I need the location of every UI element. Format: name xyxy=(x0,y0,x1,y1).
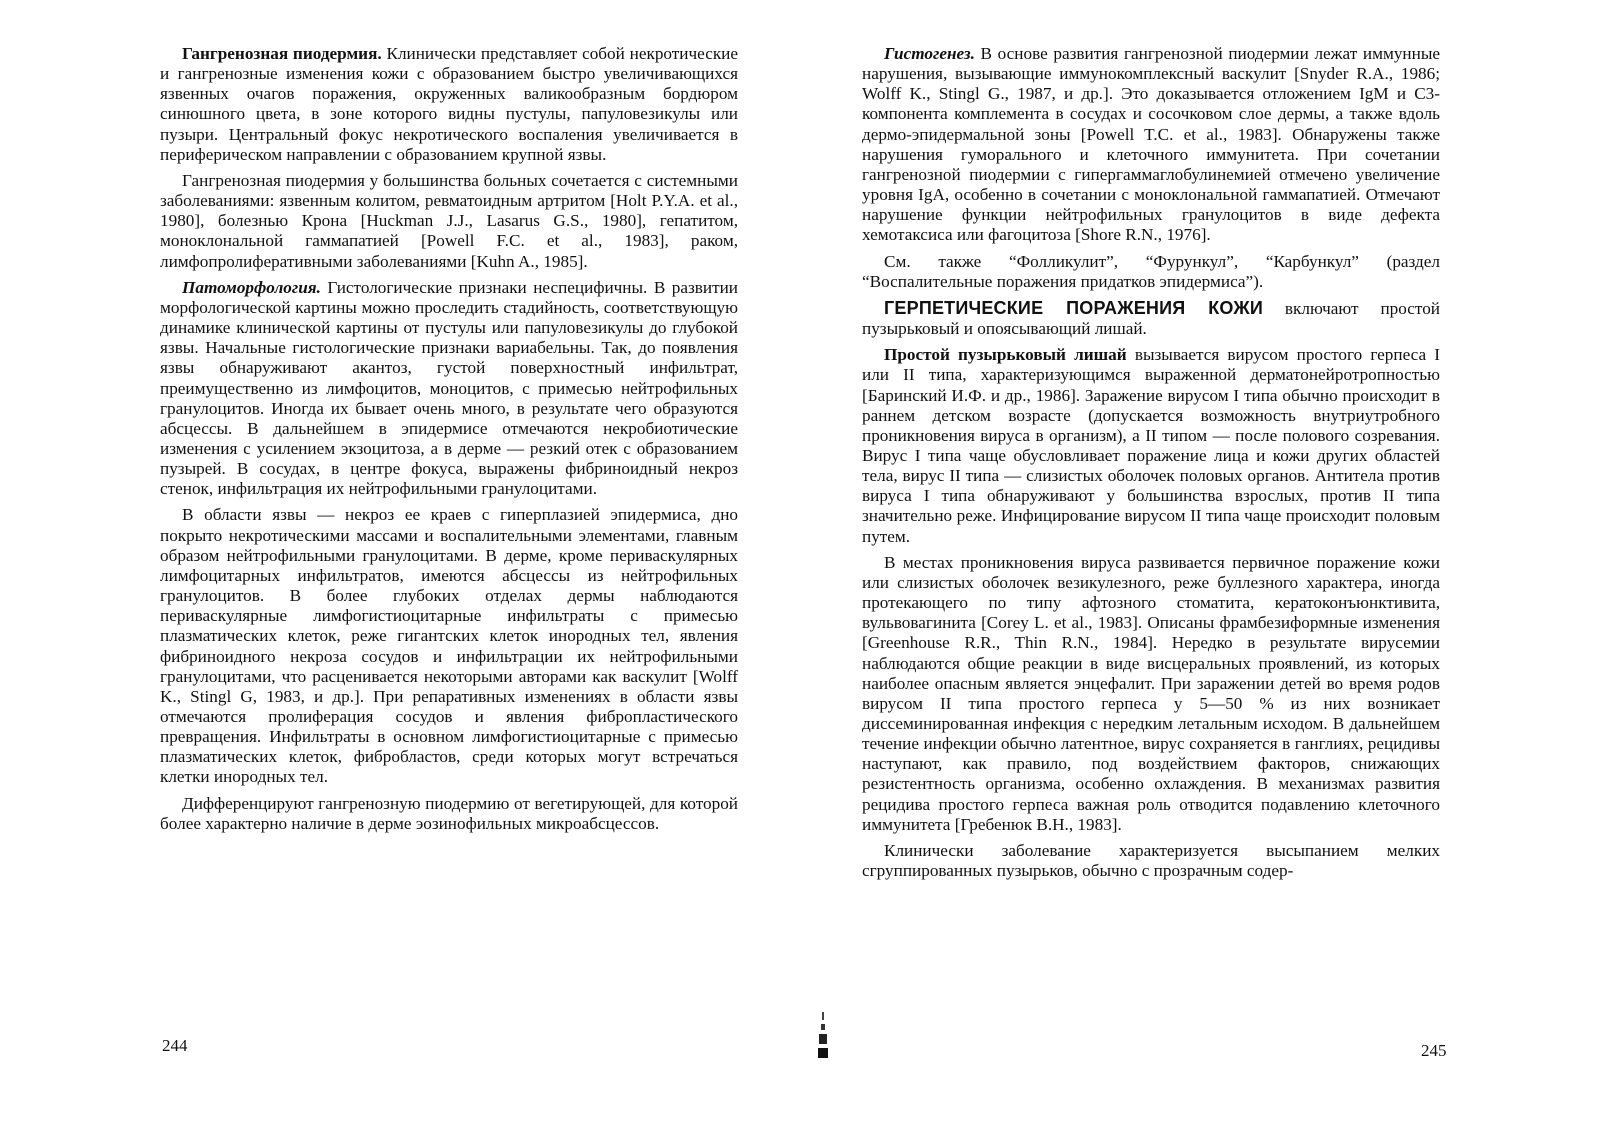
paragraph: Дифференцируют гангренозную пиодермию от вегетирующей, для которой более характерно наличие в дерме эозинофильных микроабсцессов. xyxy=(160,793,738,833)
paragraph-text: Клинически представляет собой некротические и гангренозные изменения кожи с образованием быстро увеличивающихся язвенных очагов поражения, окруженных валикообразным бордюром синюшного цвета, в зоне которого видны пустулы, папуловезикулы или пузыри. Центральный фокус некротического воспаления увеличивается в периферическом направлении с образованием крупной язвы. xyxy=(160,44,739,164)
left-page-text xyxy=(160,44,738,840)
binding-mark-icon xyxy=(815,1012,831,1060)
paragraph xyxy=(862,298,1440,339)
page-number-left: 244 xyxy=(162,1036,188,1055)
paragraph-text: включают простой пузырьковый и опоясывающий лишай. xyxy=(862,298,1440,339)
paragraph xyxy=(862,345,1440,547)
section-heading: ГЕРПЕТИЧЕСКИЕ ПОРАЖЕНИЯ КОЖИ xyxy=(884,297,1263,318)
paragraph-heading: Простой пузырьковый лишай xyxy=(884,345,1127,365)
paragraph: Гангренозная пиодермия у большинства больных сочетается с системными заболеваниями: язвенным колитом, ревматоидным артритом [Holt P.Y.A. et al., 1980], болезнью Крона [Huckman J.J., Lasarus G.S., 1980], гепатитом, моноклональной гаммапатией [Powell F.C. et al., 1983], раком, лимфопролиферативными заболеваниями [Kuhn A., 1985]. xyxy=(160,170,738,271)
paragraph-heading: Гистогенез. xyxy=(884,44,975,63)
paragraph-text: вызывается вирусом простого герпеса I или II типа, характеризующимся выраженной дерматонейротропностью [Баринский И.Ф. и др., 1986]. Заражение вирусом I типа обычно происходит в раннем детском возрасте (допускается возможность внутриутробного проникновения вируса в организм), а II типом — после полового созревания. Вирус I типа чаще обусловливает поражение лица и кожи других областей тела, вирус II типа — слизистых оболочек половых органов. Антитела против вируса I типа обнаруживают у большинства взрослых, против II типа значительно реже. Инфицирование вирусом II типа чаще происходит половым путем. xyxy=(862,345,1440,546)
paragraph-heading: Гангренозная пиодермия. xyxy=(182,44,382,63)
page-number-right: 245 xyxy=(1421,1041,1447,1060)
paragraph xyxy=(160,44,738,165)
paragraph: В местах проникновения вируса развивается первичное поражение кожи или слизистых оболочек везикулезного, реже буллезного характера, иногда протекающего по типу афтозного стоматита, кератоконъюнктивита, вульвовагинита [Corey L. et al., 1983]. Описаны фрамбезиформные изменения [Greenhouse R.R., Thin R.N., 1984]. Нередко в результате вирусемии наблюдаются общие реакции в виде висцеральных проявлений, из которых наиболее опасным является энцефалит. При заражении детей во время родов вирусом II типа простого герпеса у 5—50 % из них возникает диссеминированная инфекция с нередким летальным исходом. В дальнейшем течение инфекции обычно латентное, вирус сохраняется в ганглиях, рецидивы наступают, как правило, под воздействием факторов, снижающих резистентность организма, особенно охлаждения. В механизмах развития рецидива простого герпеса важная роль отводится подавлению клеточного иммунитета [Гребенюк В.Н., 1983]. xyxy=(862,552,1440,834)
paragraph: Клинически заболевание характеризуется высыпанием мелких сгруппированных пузырьков, обычно с прозрачным содер- xyxy=(862,840,1440,881)
paragraph xyxy=(160,278,738,500)
paragraph-heading: Патоморфология. xyxy=(182,277,321,297)
right-page-text xyxy=(862,44,1440,887)
paragraph: См. также “Фолликулит”, “Фурункул”, “Карбункул” (раздел “Воспалительные поражения придатков эпидермиса”). xyxy=(862,251,1440,291)
paragraph: В области язвы — некроз ее краев с гиперплазией эпидермиса, дно покрыто некротическими массами и воспалительными элементами, главным образом нейтрофильными гранулоцитами. В дерме, кроме периваскулярных лимфоцитарных инфильтратов, имеются абсцессы из нейтрофильных гранулоцитов. В более глубоких отделах дермы наблюдаются периваскулярные лимфогистиоцитарные инфильтраты с примесью плазматических клеток, реже гигантских клеток инородных тел, явления фибриноидного некроза сосудов и инфильтрации их нейтрофильными гранулоцитами, что расценивается некоторыми авторами как васкулит [Wolff K., Stingl G, 1983, и др.]. При репаративных изменениях в области язвы отмечаются пролиферация сосудов и явления фибропластического превращения. Инфильтраты в основном лимфогистиоцитарные с примесью плазматических клеток, фибробластов, среди которых могут встречаться клетки инородных тел. xyxy=(160,505,738,787)
paragraph-text: В основе развития гангренозной пиодермии лежат иммунные нарушения, вызывающие иммунокомплексный васкулит [Snyder R.A., 1986; Wolff K., Stingl G., 1987, и др.]. Это доказывается отложением IgM и C3-компонента комплемента в сосудах и сосочковом слое дермы, а также вдоль дермо-эпидермальной зоны [Powell T.C. et al., 1983]. Обнаружены также нарушения гуморального и клеточного иммунитета. При сочетании гангренозной пиодермии с гипергаммаглобулинемией отмечено увеличение уровня IgA, особенно в сочетании с моноклональной гаммапатией. Отмечают нарушение функции нейтрофильных гранулоцитов в виде дефекта хемотаксиса или фагоцитоза [Shore R.N., 1976]. xyxy=(862,44,1440,245)
paragraph-text: Гистологические признаки неспецифичны. В развитии морфологической картины можно проследить стадийность, соответствующую динамике клинической картины от пустулы или папуловезикулы до глубокой язвы. Начальные гистологические признаки вариабельны. Так, до появления язвы обнаруживают акантоз, густой поверхностный инфильтрат, преимущественно из лимфоцитов, моноцитов, с примесью нейтрофильных гранулоцитов. Иногда их бывает очень много, в результате чего образуются абсцессы. В дальнейшем в эпидермисе отмечаются некробиотические изменения с усилением экзоцитоза, а в дерме — резкий отек с образованием пузырей. В сосудах, в центре фокуса, выражены фибриноидный некроз стенок, инфильтрация их нейтрофильными гранулоцитами. xyxy=(160,277,738,499)
paragraph xyxy=(862,44,1440,246)
